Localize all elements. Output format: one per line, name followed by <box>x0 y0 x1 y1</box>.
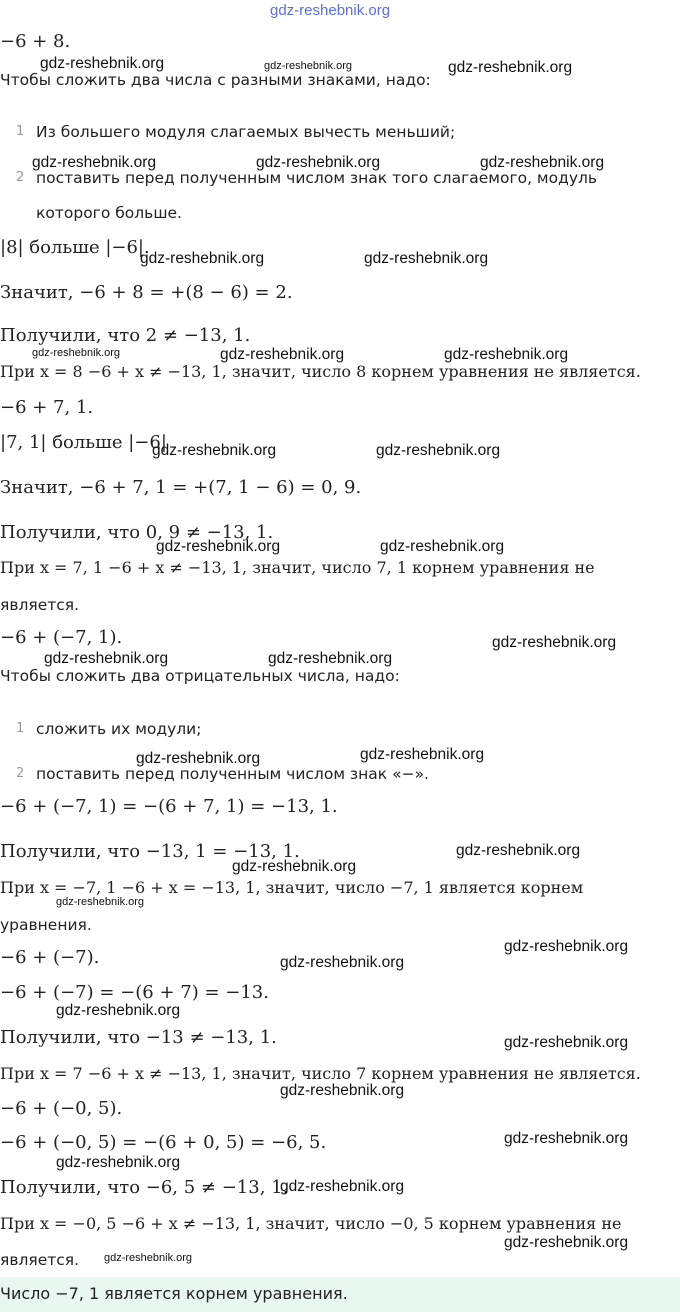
result-1: Получили, что 2 ≠ −13, 1. <box>0 325 251 346</box>
watermark: gdz-reshebnik.org <box>280 954 405 971</box>
watermark: gdz-reshebnik.org <box>256 154 381 171</box>
watermark: gdz-reshebnik.org <box>456 842 581 859</box>
watermark: gdz-reshebnik.org <box>280 1082 405 1099</box>
conclusion-3-cont: уравнения. <box>0 916 92 934</box>
watermark: gdz-reshebnik.org <box>56 896 145 908</box>
list-number: 1 <box>16 721 25 736</box>
watermark: gdz-reshebnik.org <box>152 442 277 459</box>
watermark: gdz-reshebnik.org <box>280 1178 405 1195</box>
watermark: gdz-reshebnik.org <box>444 346 569 363</box>
list-item-continuation: которого больше. <box>36 204 182 222</box>
result-2: Получили, что 0, 9 ≠ −13, 1. <box>0 522 274 543</box>
result-3: Получили, что −13, 1 = −13, 1. <box>0 841 300 862</box>
watermark: gdz-reshebnik.org <box>504 1234 629 1251</box>
calc-4: −6 + (−7) = −(6 + 7) = −13. <box>0 982 269 1003</box>
watermark: gdz-reshebnik.org <box>40 55 165 72</box>
expr-1: −6 + 8. <box>0 31 71 52</box>
list-number: 2 <box>16 766 25 781</box>
conclusion-1: При x = 8 −6 + x ≠ −13, 1, значит, число 8 корнем уравнения не является. <box>0 362 641 381</box>
calc-2: Значит, −6 + 7, 1 = +(7, 1 − 6) = 0, 9. <box>0 477 362 498</box>
watermark: gdz-reshebnik.org <box>56 1154 181 1171</box>
conclusion-2-cont: является. <box>0 596 80 614</box>
site-header-link[interactable]: gdz-reshebnik.org <box>270 2 391 19</box>
list-item: поставить перед полученным числом знак того слагаемого, модуль <box>36 169 598 187</box>
expr-4: −6 + (−7). <box>0 947 100 968</box>
watermark: gdz-reshebnik.org <box>264 60 353 72</box>
watermark: gdz-reshebnik.org <box>136 750 261 767</box>
list-item: поставить перед полученным числом знак «−». <box>36 765 429 783</box>
watermark: gdz-reshebnik.org <box>480 154 605 171</box>
watermark: gdz-reshebnik.org <box>220 346 345 363</box>
conclusion-2: При x = 7, 1 −6 + x ≠ −13, 1, значит, число 7, 1 корнем уравнения не <box>0 558 595 577</box>
watermark: gdz-reshebnik.org <box>364 250 489 267</box>
expr-3: −6 + (−7, 1). <box>0 627 123 648</box>
list-item: сложить их модули; <box>36 720 202 738</box>
watermark: gdz-reshebnik.org <box>504 1034 629 1051</box>
list-number: 1 <box>16 124 25 139</box>
list-number: 2 <box>16 170 25 185</box>
watermark: gdz-reshebnik.org <box>504 1130 629 1147</box>
calc-1: Значит, −6 + 8 = +(8 − 6) = 2. <box>0 282 293 303</box>
rule-text-1: Чтобы сложить два числа с разными знаками, надо: <box>0 71 431 89</box>
list-item: Из большего модуля слагаемых вычесть меньший; <box>36 123 456 141</box>
rule-text-2: Чтобы сложить два отрицательных числа, надо: <box>0 667 400 685</box>
expr-5: −6 + (−0, 5). <box>0 1098 123 1119</box>
watermark: gdz-reshebnik.org <box>32 154 157 171</box>
comparison-2: |7, 1| больше |−6| <box>0 432 167 453</box>
watermark: gdz-reshebnik.org <box>232 858 357 875</box>
watermark: gdz-reshebnik.org <box>156 538 281 555</box>
watermark: gdz-reshebnik.org <box>32 347 121 359</box>
watermark: gdz-reshebnik.org <box>104 1252 193 1264</box>
expr-2: −6 + 7, 1. <box>0 397 94 418</box>
conclusion-3: При x = −7, 1 −6 + x = −13, 1, значит, число −7, 1 является корнем <box>0 878 584 897</box>
watermark: gdz-reshebnik.org <box>360 746 485 763</box>
result-5: Получили, что −6, 5 ≠ −13, 1. <box>0 1177 289 1198</box>
conclusion-5: При x = −0, 5 −6 + x ≠ −13, 1, значит, число −0, 5 корнем уравнения не <box>0 1214 622 1233</box>
calc-3: −6 + (−7, 1) = −(6 + 7, 1) = −13, 1. <box>0 796 338 817</box>
result-4: Получили, что −13 ≠ −13, 1. <box>0 1027 277 1048</box>
watermark: gdz-reshebnik.org <box>380 538 505 555</box>
comparison-1: |8| больше |−6|. <box>0 237 150 258</box>
conclusion-4: При x = 7 −6 + x ≠ −13, 1, значит, число 7 корнем уравнения не является. <box>0 1064 641 1083</box>
watermark: gdz-reshebnik.org <box>140 250 265 267</box>
answer-text: Число −7, 1 является корнем уравнения. <box>0 1284 348 1303</box>
answer-box <box>0 1277 680 1312</box>
watermark: gdz-reshebnik.org <box>448 59 573 76</box>
watermark: gdz-reshebnik.org <box>376 442 501 459</box>
watermark: gdz-reshebnik.org <box>56 1002 181 1019</box>
watermark: gdz-reshebnik.org <box>268 650 393 667</box>
watermark: gdz-reshebnik.org <box>504 938 629 955</box>
watermark: gdz-reshebnik.org <box>44 650 169 667</box>
conclusion-5-cont: является. <box>0 1251 80 1269</box>
watermark: gdz-reshebnik.org <box>492 634 617 651</box>
calc-5: −6 + (−0, 5) = −(6 + 0, 5) = −6, 5. <box>0 1132 327 1153</box>
